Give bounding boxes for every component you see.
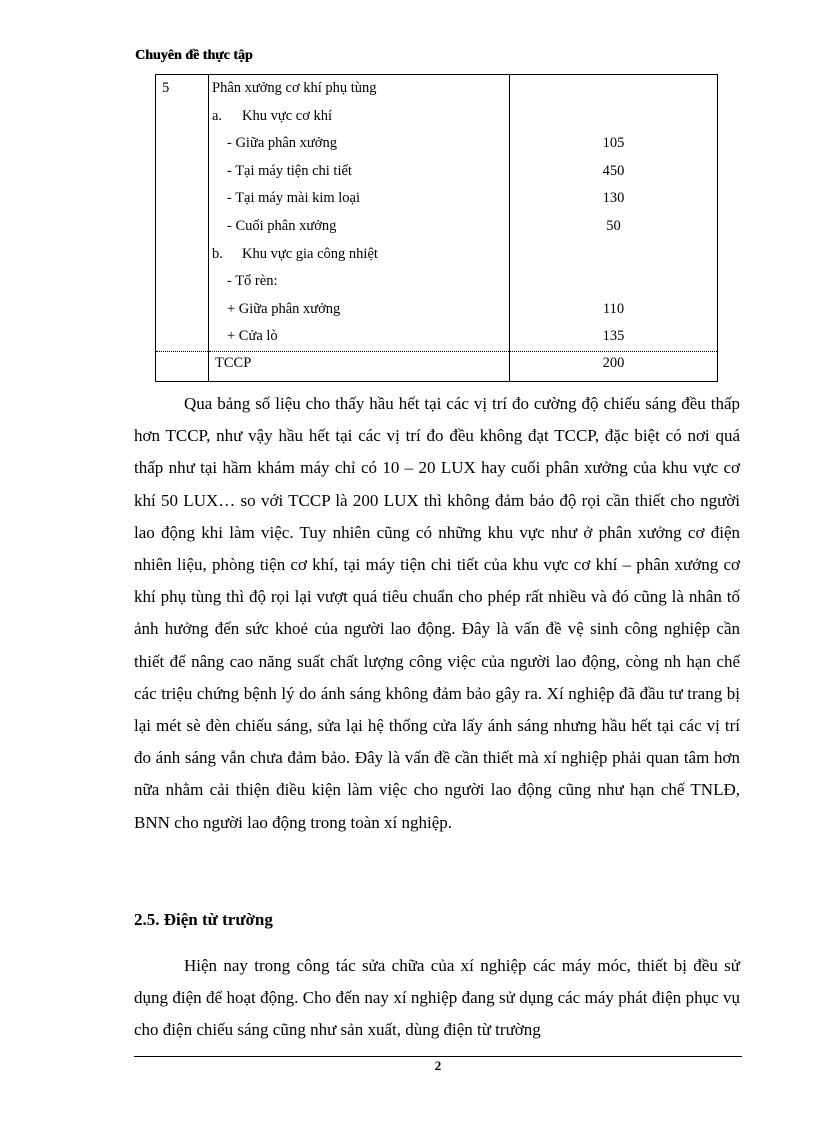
workshop-title: Phân xưởng cơ khí phụ tùng	[212, 80, 377, 96]
lux-value: 450	[602, 162, 625, 179]
total-value: 200	[510, 351, 718, 381]
total-label: TCCP	[209, 351, 510, 381]
list-item: + Cửa lò	[227, 328, 278, 345]
row-number: 5	[162, 80, 170, 96]
section-a	[209, 103, 509, 131]
total-row	[156, 351, 718, 381]
em-field-paragraph: Hiện nay trong công tác sửa chữa của xí nghiệp các máy móc, thiết bị đều sử dụng điện để hoạt động. Cho đến nay xí nghiệp đang sử dụng các máy phát điện phục vụ cho điện chiếu sáng cũng như sản xuất, dùng điện từ trường	[134, 956, 740, 1040]
list-item: - Tại máy mài kim loại	[227, 190, 361, 207]
list-item: - Tại máy tiện chi tiết	[227, 162, 352, 179]
section-a-label: a.	[212, 107, 223, 124]
lux-value: 105	[602, 135, 625, 152]
footer-divider	[134, 1056, 742, 1057]
list-item: + Giữa phân xưởng	[227, 300, 341, 317]
document-header: Chuyên đề thực tập	[135, 48, 253, 63]
list-item: - Giữa phân xưởng	[227, 135, 337, 152]
section-b-text: Khu vực gia công nhiệt	[242, 245, 378, 262]
sub-group-label: - Tổ rèn:	[227, 273, 278, 290]
section-b-label: b.	[212, 245, 223, 262]
section-b	[209, 241, 509, 269]
lux-value: 110	[602, 300, 625, 317]
analysis-paragraph: Qua bảng số liệu cho thấy hầu hết tại các vị trí đo cường độ chiếu sáng đều thấp hơn TCCP, như vậy hầu hết tại các vị trí đo đều không đạt TCCP, đặc biệt có nơi quá thấp như tại hầm khám máy chỉ có 10 – 20 LUX hay cuối phân xưởng của khu vực cơ khí 50 LUX… so với TCCP là 200 LUX thì không đảm bảo độ rọi cần thiết cho người lao động khi làm việc. Tuy nhiên cũng có những khu vực như ở phân xưởng cơ điện nhiên liệu, phòng tiện cơ khí, tại máy tiện chi tiết của khu vực cơ khí – phân xưởng cơ khí phụ tùng thì độ rọi lại vượt quá tiêu chuẩn cho phép rất nhiều và đó cũng là nhân tố ảnh hưởng đến sức khoẻ của người lao động. Đây là vấn đề vệ sinh công nghiệp cần thiết để nâng cao năng suất chất lượng công việc của người lao động, còng nh hạn chế các triệu chứng bệnh lý do ánh sáng không đảm bảo gây ra. Xí nghiệp đã đầu tư trang bị lại mét sè đèn chiếu sáng, sửa lại hệ thống cửa lấy ánh sáng nhưng hầu hết tại các vị trí đo ánh sáng vẫn chưa đảm bảo. Đây là vấn đề cần thiết mà xí nghiệp phải quan tâm hơn nữa nhằm cải thiện điều kiện làm việc cho người lao động cũng như hạn chế TNLĐ, BNN cho người lao động trong toàn xí nghiệp.	[134, 394, 740, 832]
page-number: 2	[434, 1058, 442, 1073]
lighting-table	[155, 74, 718, 382]
section-heading: 2.5. Điện từ trường	[134, 910, 273, 929]
lux-value: 50	[606, 217, 621, 234]
lux-value: 135	[602, 328, 625, 345]
description-cell	[209, 75, 510, 352]
table-row	[156, 75, 718, 352]
value-cell	[510, 75, 718, 352]
row-number-cell	[156, 75, 209, 352]
list-item: - Cuối phân xưởng	[227, 217, 337, 234]
lux-value: 130	[602, 190, 625, 207]
section-a-text: Khu vực cơ khí	[242, 107, 333, 124]
